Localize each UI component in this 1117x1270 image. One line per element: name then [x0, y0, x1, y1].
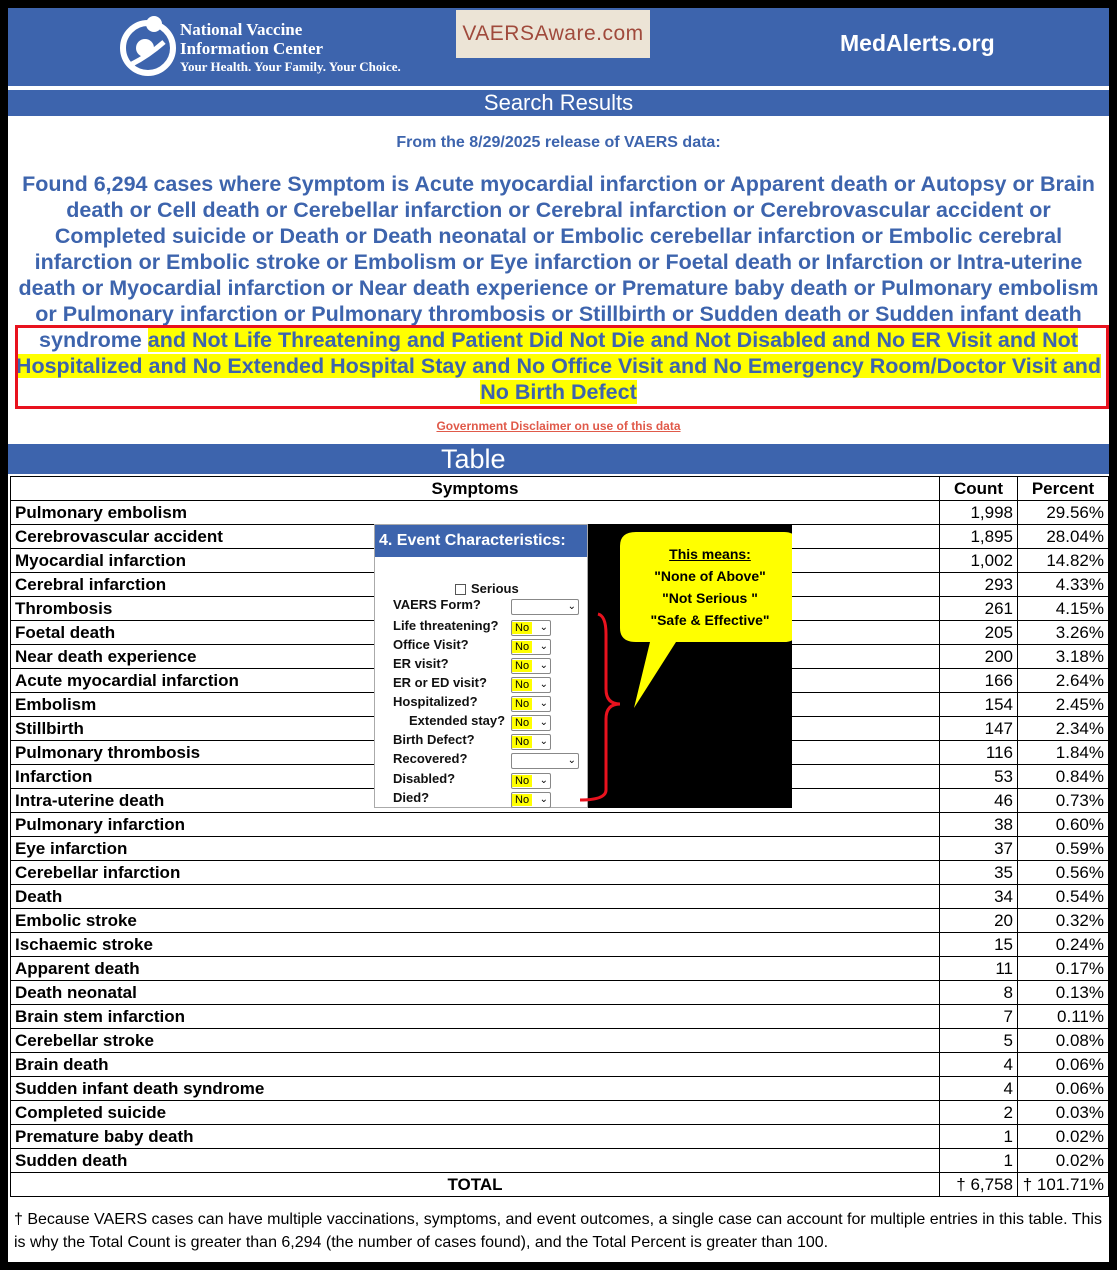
count-cell: 205	[940, 621, 1018, 645]
percent-cell: 1.84%	[1018, 741, 1109, 765]
symptom-criteria: Found 6,294 cases where Symptom is Acute myocardial infarction or Apparent death or Autopsy or Brain death or Cell death or Cerebellar infarction or Cerebral infarction or Cerebrovascular accident or Completed suicide or Death or Death neonatal or Embolic cerebellar infarction or Embolic cerebral infarction or Embolic stroke or Embolism or Eye infarction or Foetal death or Infarction or Intra-uterine death or Myocardial infarction or Near death experience or Premature baby death or Pulmonary embolism or Pulmonary infarction or Pulmonary thrombosis or Stillbirth or Sudden death or Sudden infant death syndrome	[18, 172, 1099, 352]
table-row	[11, 1077, 1109, 1101]
percent-cell: 29.56%	[1018, 501, 1109, 525]
select-value: No	[512, 698, 532, 710]
count-cell: 200	[940, 645, 1018, 669]
count-cell: 2	[940, 1101, 1018, 1125]
symptom-cell: Sudden death	[11, 1149, 940, 1173]
percent-cell: 0.24%	[1018, 933, 1109, 957]
bubble-title: This means:	[669, 546, 751, 562]
select-value: No	[512, 717, 532, 729]
symptom-cell: Completed suicide	[11, 1101, 940, 1125]
form-field-label: Hospitalized?	[393, 694, 478, 709]
medalerts-logo[interactable]: MedAlerts.org	[840, 30, 995, 56]
percent-cell: 0.60%	[1018, 813, 1109, 837]
form-field-label: Recovered?	[393, 751, 468, 766]
count-cell: 1,002	[940, 549, 1018, 573]
symptom-cell: Embolism	[11, 693, 940, 717]
chevron-down-icon: ⌄	[539, 736, 548, 747]
percent-cell: 0.11%	[1018, 1005, 1109, 1029]
count-cell: 154	[940, 693, 1018, 717]
total-row	[11, 1173, 1109, 1197]
total-percent: † 101.71%	[1018, 1173, 1109, 1197]
percent-cell: 4.33%	[1018, 573, 1109, 597]
table-row	[11, 501, 1109, 525]
form-field-label: Birth Defect?	[393, 732, 475, 747]
percent-cell: 2.64%	[1018, 669, 1109, 693]
form-field-label: VAERS Form?	[393, 597, 481, 612]
count-cell: 20	[940, 909, 1018, 933]
chevron-down-icon: ⌄	[539, 698, 548, 709]
table-row	[11, 885, 1109, 909]
form-field-label: Disabled?	[393, 771, 456, 786]
form-field-label: ER visit?	[393, 656, 449, 671]
percent-cell: 0.06%	[1018, 1077, 1109, 1101]
select-value: No	[512, 622, 532, 634]
form-title: 4. Event Characteristics:	[375, 525, 587, 557]
table-section-header	[8, 444, 1109, 474]
percent-column-header[interactable]: Percent	[1018, 477, 1109, 501]
percent-cell: 0.13%	[1018, 981, 1109, 1005]
count-cell: 116	[940, 741, 1018, 765]
nvic-logo[interactable]	[118, 12, 418, 78]
symptoms-column-header[interactable]: Symptoms	[11, 477, 940, 501]
serious-label: Serious	[471, 581, 519, 596]
count-cell: 1	[940, 1149, 1018, 1173]
symptom-cell: Brain death	[11, 1053, 940, 1077]
count-cell: 1,998	[940, 501, 1018, 525]
symptom-cell: Eye infarction	[11, 837, 940, 861]
org-tagline: Your Health. Your Family. Your Choice.	[180, 59, 401, 74]
count-cell: 4	[940, 1053, 1018, 1077]
form-field-label: Extended stay?	[409, 713, 506, 728]
percent-cell: 0.32%	[1018, 909, 1109, 933]
count-cell: 38	[940, 813, 1018, 837]
percent-cell: 14.82%	[1018, 549, 1109, 573]
table-row	[11, 1029, 1109, 1053]
total-label: TOTAL	[11, 1173, 940, 1197]
chevron-down-icon: ⌄	[539, 717, 548, 728]
count-cell: 37	[940, 837, 1018, 861]
select-value: No	[512, 641, 532, 653]
symptom-cell: Pulmonary embolism	[11, 501, 940, 525]
table-row	[11, 837, 1109, 861]
symptom-cell: Cerebellar stroke	[11, 1029, 940, 1053]
count-cell: 53	[940, 765, 1018, 789]
page-frame	[8, 8, 1109, 1262]
symptom-cell: Embolic stroke	[11, 909, 940, 933]
count-cell: 166	[940, 669, 1018, 693]
site-header	[8, 8, 1109, 86]
percent-cell: 2.45%	[1018, 693, 1109, 717]
count-cell: 8	[940, 981, 1018, 1005]
form-field-label: Office Visit?	[393, 637, 469, 652]
symptom-cell: Premature baby death	[11, 1125, 940, 1149]
table-row	[11, 1005, 1109, 1029]
count-cell: 293	[940, 573, 1018, 597]
nvic-mother-child-icon	[118, 12, 178, 78]
table-row	[11, 861, 1109, 885]
symptom-cell: Apparent death	[11, 957, 940, 981]
symptom-cell: Sudden infant death syndrome	[11, 1077, 940, 1101]
form-field-label: ER or ED visit?	[393, 675, 487, 690]
symptom-cell: Pulmonary thrombosis	[11, 741, 940, 765]
percent-cell: 2.34%	[1018, 717, 1109, 741]
bubble-line-1: "None of Above"	[654, 568, 766, 584]
org-name-line2: Information Center	[180, 39, 324, 58]
table-footnote: † Because VAERS cases can have multiple vaccinations, symptoms, and event outcomes, a single case can account for multiple entries in this table. This is why the Total Count is greater than 6,294 (the number of cases found), and the Total Percent is greater than 100.	[14, 1211, 1102, 1251]
count-cell: 4	[940, 1077, 1018, 1101]
symptom-cell: Death	[11, 885, 940, 909]
select-value: No	[512, 736, 532, 748]
event-characteristics-overlay	[374, 524, 792, 808]
symptom-cell: Pulmonary infarction	[11, 813, 940, 837]
symptom-cell: Cerebral infarction	[11, 573, 940, 597]
count-cell: 1	[940, 1125, 1018, 1149]
count-cell: 46	[940, 789, 1018, 813]
percent-cell: 0.02%	[1018, 1125, 1109, 1149]
select-value: No	[512, 679, 532, 691]
count-cell: 147	[940, 717, 1018, 741]
select-value: No	[512, 775, 532, 787]
table-row	[11, 1125, 1109, 1149]
percent-cell: 0.54%	[1018, 885, 1109, 909]
percent-cell: 3.18%	[1018, 645, 1109, 669]
count-cell: 7	[940, 1005, 1018, 1029]
release-date-text: From the 8/29/2025 release of VAERS data:	[396, 134, 721, 151]
table-row	[11, 1053, 1109, 1077]
table-header-row	[11, 477, 1109, 501]
count-cell: 261	[940, 597, 1018, 621]
table-row	[11, 1149, 1109, 1173]
symptom-cell: Myocardial infarction	[11, 549, 940, 573]
table-row	[11, 909, 1109, 933]
percent-cell: 3.26%	[1018, 621, 1109, 645]
table-row	[11, 1101, 1109, 1125]
highlighted-criteria: and Not Life Threatening and Patient Did Not Die and Not Disabled and No ER Visit and Not Hospitalized and No Extended Hospital Stay and No Office Visit and No Emergency Room/Doctor Visit and No Birth Defect	[15, 328, 1102, 404]
symptom-cell: Ischaemic stroke	[11, 933, 940, 957]
symptom-cell: Acute myocardial infarction	[11, 669, 940, 693]
chevron-down-icon: ⌄	[539, 794, 548, 805]
chevron-down-icon: ⌄	[539, 660, 548, 671]
symptom-cell: Cerebrovascular accident	[11, 525, 940, 549]
percent-cell: 0.17%	[1018, 957, 1109, 981]
red-bracket	[580, 614, 620, 800]
form-field-label: Died?	[393, 790, 430, 805]
symptom-cell: Death neonatal	[11, 981, 940, 1005]
select-value: No	[512, 660, 532, 672]
table-row	[11, 981, 1109, 1005]
count-cell: 34	[940, 885, 1018, 909]
count-column-header[interactable]: Count	[940, 477, 1018, 501]
chevron-down-icon: ⌄	[539, 679, 548, 690]
bubble-line-3: "Safe & Effective"	[650, 612, 770, 628]
chevron-down-icon: ⌄	[539, 641, 548, 652]
table-row	[11, 957, 1109, 981]
chevron-down-icon: ⌄	[567, 755, 576, 766]
percent-cell: 0.03%	[1018, 1101, 1109, 1125]
table-row	[11, 933, 1109, 957]
chevron-down-icon: ⌄	[539, 775, 548, 786]
symptom-cell: Stillbirth	[11, 717, 940, 741]
speech-bubble-text	[620, 532, 800, 648]
table-title: Table	[441, 444, 506, 474]
table-row	[11, 813, 1109, 837]
percent-cell: 0.02%	[1018, 1149, 1109, 1173]
symptom-cell: Foetal death	[11, 621, 940, 645]
government-disclaimer-link[interactable]: Government Disclaimer on use of this data	[436, 419, 681, 433]
count-cell: 5	[940, 1029, 1018, 1053]
symptom-cell: Brain stem infarction	[11, 1005, 940, 1029]
org-name-line1: National Vaccine	[180, 20, 303, 39]
symptom-cell: Near death experience	[11, 645, 940, 669]
count-cell: 35	[940, 861, 1018, 885]
bubble-line-2: "Not Serious "	[662, 590, 758, 606]
select-value: No	[512, 794, 532, 806]
symptom-cell: Thrombosis	[11, 597, 940, 621]
highlight-annotation-box	[15, 325, 1109, 409]
symptom-cell: Infarction	[11, 765, 940, 789]
symptom-cell: Cerebellar infarction	[11, 861, 940, 885]
vaersaware-banner[interactable]: VAERSAware.com	[456, 10, 650, 58]
percent-cell: 0.59%	[1018, 837, 1109, 861]
symptom-cell: Intra-uterine death	[11, 789, 940, 813]
form-field-label: Life threatening?	[393, 618, 499, 633]
count-cell: 1,895	[940, 525, 1018, 549]
percent-cell: 0.06%	[1018, 1053, 1109, 1077]
chevron-down-icon: ⌄	[567, 601, 576, 612]
percent-cell: 28.04%	[1018, 525, 1109, 549]
percent-cell: 0.84%	[1018, 765, 1109, 789]
percent-cell: 0.73%	[1018, 789, 1109, 813]
count-cell: 15	[940, 933, 1018, 957]
percent-cell: 0.56%	[1018, 861, 1109, 885]
search-results-title: Search Results	[8, 90, 1109, 116]
chevron-down-icon: ⌄	[539, 622, 548, 633]
count-cell: 11	[940, 957, 1018, 981]
percent-cell: 4.15%	[1018, 597, 1109, 621]
percent-cell: 0.08%	[1018, 1029, 1109, 1053]
total-count: † 6,758	[940, 1173, 1018, 1197]
